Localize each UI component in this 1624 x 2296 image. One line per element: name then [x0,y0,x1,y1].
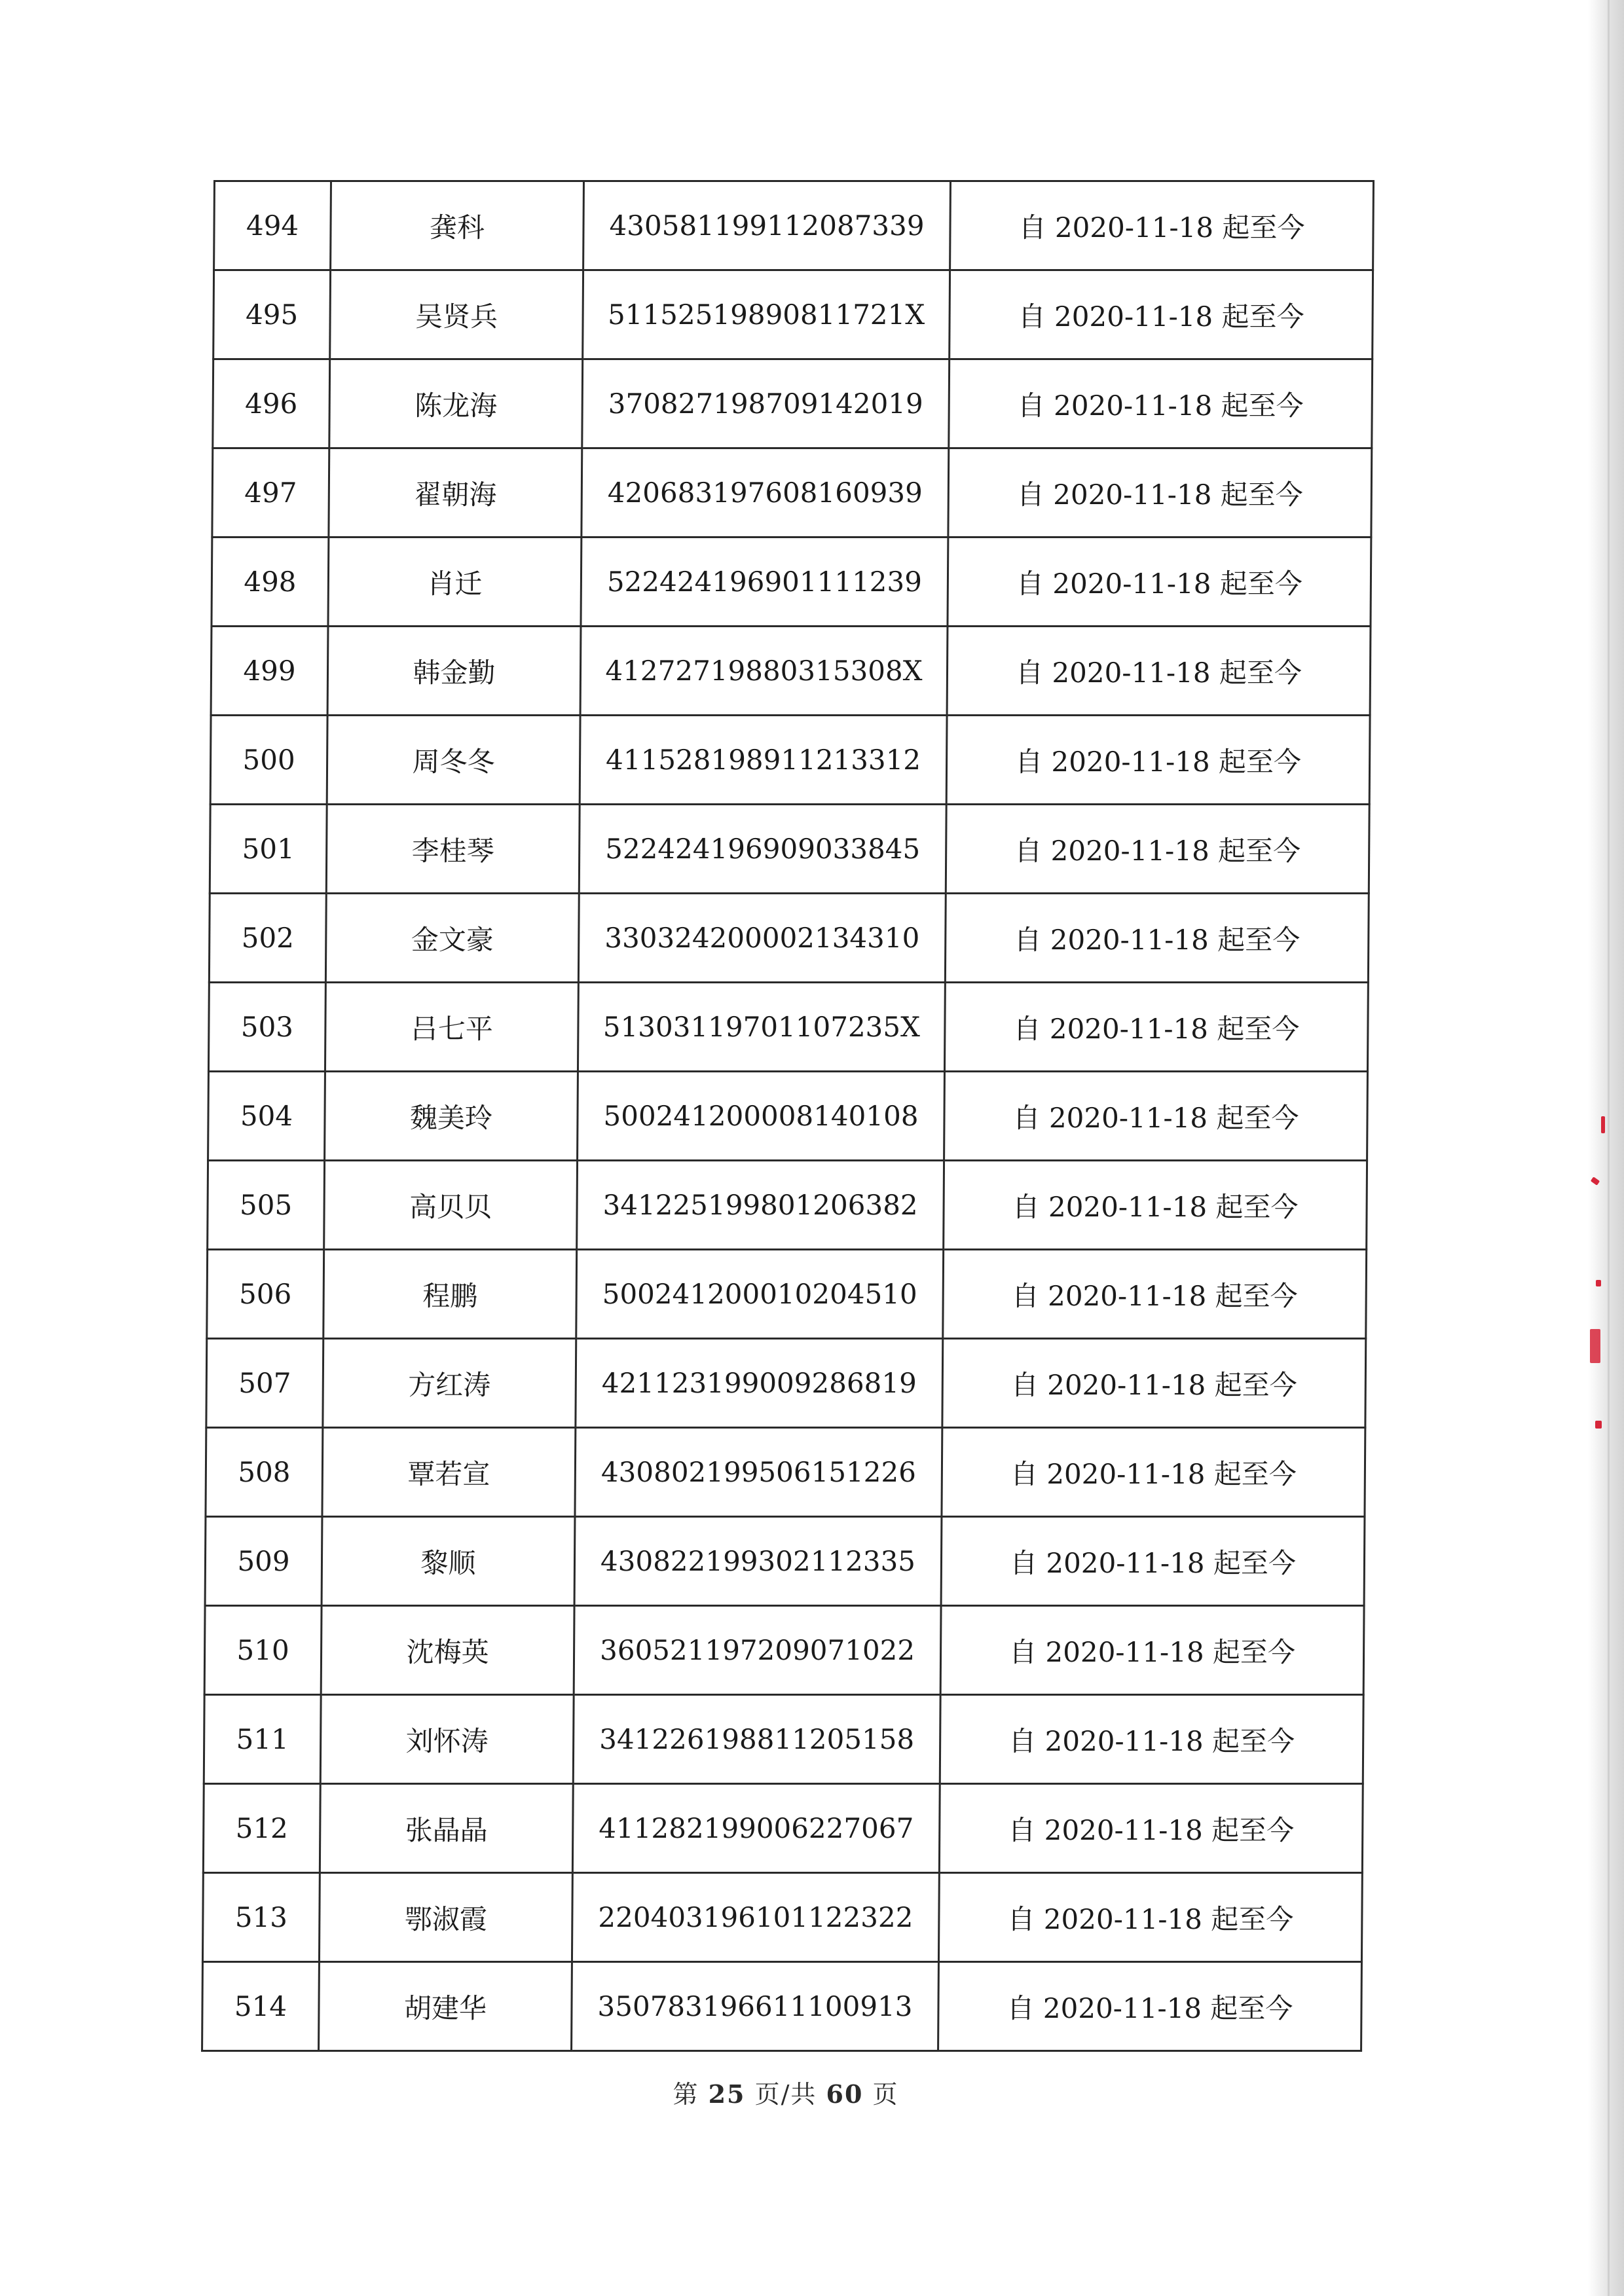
footer-prefix: 第 [673,2080,699,2109]
cell-id-number: 360521197209071022 [574,1606,941,1695]
cell-period: 自 2020-11-18 起至今 [941,1517,1365,1606]
cell-name: 肖迁 [328,538,581,627]
cell-period: 自 2020-11-18 起至今 [946,716,1370,805]
table-row [206,1428,1365,1517]
table-row [211,627,1371,716]
table-row [213,270,1373,359]
table-row [207,1250,1367,1339]
table-row [214,181,1374,270]
cell-period: 自 2020-11-18 起至今 [940,1695,1363,1784]
cell-name: 龚科 [331,181,584,270]
cell-id-number: 330324200002134310 [578,894,946,983]
cell-period: 自 2020-11-18 起至今 [944,983,1368,1072]
table-row [203,1784,1363,1873]
scan-edge-shadow [1588,0,1624,2296]
cell-number: 507 [206,1339,323,1428]
cell-id-number: 430581199112087339 [583,181,951,270]
cell-period: 自 2020-11-18 起至今 [938,1873,1362,1962]
cell-id-number: 421123199009286819 [576,1339,943,1428]
cell-period: 自 2020-11-18 起至今 [942,1428,1365,1517]
cell-number: 495 [213,270,331,359]
cell-id-number: 500241200010204510 [576,1250,944,1339]
cell-name: 李桂琴 [326,805,580,894]
cell-name: 高贝贝 [324,1161,578,1250]
cell-period: 自 2020-11-18 起至今 [940,1606,1364,1695]
cell-number: 508 [206,1428,323,1517]
table-row [209,894,1369,983]
cell-name: 周冬冬 [327,716,580,805]
cell-name: 陈龙海 [329,359,583,448]
cell-number: 494 [214,181,331,270]
table-row [208,1161,1367,1250]
cell-id-number: 220403196101122322 [572,1873,939,1962]
table-row [210,805,1369,894]
table-row [212,538,1371,627]
table-row [212,448,1372,538]
cell-id-number: 370827198709142019 [582,359,950,448]
cell-name: 翟朝海 [329,448,582,538]
cell-id-number: 500241200008140108 [578,1072,945,1161]
cell-id-number: 341226198811205158 [573,1695,940,1784]
cell-period: 自 2020-11-18 起至今 [950,181,1374,270]
table-row [202,1873,1362,1962]
table-row [204,1695,1363,1784]
cell-number: 498 [212,538,329,627]
cell-period: 自 2020-11-18 起至今 [942,1339,1366,1428]
cell-id-number: 430802199506151226 [575,1428,942,1517]
cell-period: 自 2020-11-18 起至今 [943,1250,1367,1339]
cell-number: 512 [203,1784,320,1873]
cell-number: 496 [213,359,330,448]
cell-number: 505 [208,1161,325,1250]
table-row [205,1517,1365,1606]
cell-name: 韩金勤 [327,627,581,716]
cell-name: 金文豪 [325,894,579,983]
footer-total-pages: 60 [826,2079,864,2109]
cell-number: 497 [212,448,329,538]
page-number-footer [0,2074,1572,2110]
cell-name: 沈梅英 [321,1606,574,1695]
cell-id-number: 51303119701107235X [578,983,945,1072]
cell-name: 黎顺 [322,1517,575,1606]
cell-id-number: 522424196901111239 [581,538,948,627]
table-row [210,716,1370,805]
cell-period: 自 2020-11-18 起至今 [944,1161,1367,1250]
cell-number: 504 [208,1072,325,1161]
cell-name: 方红涛 [323,1339,576,1428]
table-row [208,1072,1368,1161]
table-row [204,1606,1364,1695]
cell-name: 刘怀涛 [320,1695,574,1784]
cell-name: 张晶晶 [320,1784,573,1873]
cell-number: 500 [210,716,327,805]
red-stamp-fragment [1595,1421,1602,1429]
cell-id-number: 411282199006227067 [572,1784,940,1873]
roster-table-body [202,181,1374,2051]
cell-number: 511 [204,1695,321,1784]
cell-id-number: 350783196611100913 [572,1962,939,2051]
cell-period: 自 2020-11-18 起至今 [948,538,1371,627]
cell-name: 胡建华 [319,1962,572,2051]
cell-id-number: 41272719880315308X [580,627,948,716]
cell-number: 514 [202,1962,320,2051]
cell-number: 503 [208,983,325,1072]
cell-number: 499 [211,627,328,716]
cell-number: 502 [209,894,326,983]
table-row [206,1339,1366,1428]
cell-period: 自 2020-11-18 起至今 [946,805,1369,894]
scan-edge-line [1608,0,1610,2296]
cell-name: 吴贤兵 [330,270,583,359]
cell-name: 鄂淑霞 [319,1873,572,1962]
cell-period: 自 2020-11-18 起至今 [950,270,1373,359]
red-stamp-fragment [1596,1280,1601,1286]
table-row [202,1962,1362,2051]
cell-number: 509 [205,1517,322,1606]
footer-middle: 页/共 [754,2080,817,2109]
footer-current-page: 25 [708,2079,746,2109]
table-row [208,983,1368,1072]
cell-id-number: 522424196909033845 [579,805,946,894]
cell-period: 自 2020-11-18 起至今 [938,1962,1362,2051]
red-stamp-fragment [1601,1116,1605,1133]
cell-id-number: 51152519890811721X [583,270,950,359]
cell-period: 自 2020-11-18 起至今 [949,359,1373,448]
cell-number: 501 [210,805,327,894]
table-row [213,359,1373,448]
cell-number: 506 [207,1250,324,1339]
cell-id-number: 420683197608160939 [581,448,949,538]
cell-id-number: 341225199801206382 [577,1161,944,1250]
cell-id-number: 430822199302112335 [574,1517,942,1606]
cell-name: 覃若宣 [322,1428,576,1517]
cell-period: 自 2020-11-18 起至今 [945,894,1369,983]
cell-name: 吕七平 [325,983,578,1072]
cell-period: 自 2020-11-18 起至今 [948,448,1372,538]
cell-number: 513 [202,1873,320,1962]
cell-number: 510 [204,1606,322,1695]
cell-period: 自 2020-11-18 起至今 [939,1784,1363,1873]
cell-name: 程鹏 [323,1250,577,1339]
roster-table [201,180,1375,2052]
red-stamp-fragment [1590,1329,1600,1363]
cell-id-number: 411528198911213312 [580,716,947,805]
cell-name: 魏美玲 [325,1072,578,1161]
footer-suffix: 页 [872,2080,899,2109]
cell-period: 自 2020-11-18 起至今 [947,627,1371,716]
cell-period: 自 2020-11-18 起至今 [944,1072,1368,1161]
